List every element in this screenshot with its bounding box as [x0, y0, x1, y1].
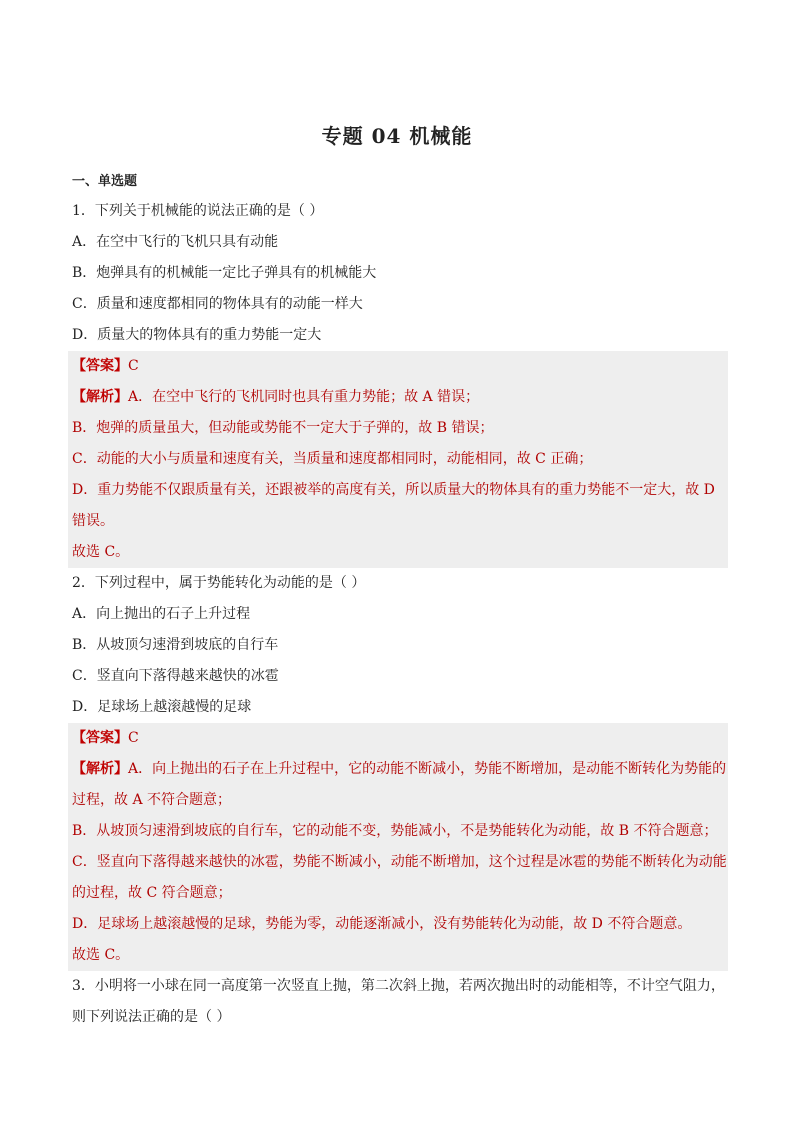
- q2-option-b: B．从坡顶匀速滑到坡底的自行车: [72, 637, 279, 653]
- q2-analysis-c-cont: 的过程，故 C 符合题意；: [72, 885, 232, 901]
- q1-option-b: B．炮弹具有的机械能一定比子弹具有的机械能大: [72, 265, 377, 281]
- q1-stem: 1．下列关于机械能的说法正确的是（ ）: [72, 203, 324, 219]
- q2-answer-box: [68, 723, 728, 971]
- q2-analysis-b: B．从坡顶匀速滑到坡底的自行车，它的动能不变，势能减小，不是势能转化为动能，故 B 不符合题意；: [72, 823, 718, 839]
- q1-analysis-line: [72, 382, 728, 413]
- q2-answer: [72, 723, 728, 754]
- page-title: 专题 04 机械能: [321, 124, 473, 148]
- q1-answer-box: [68, 351, 728, 568]
- q1-option-a: A．在空中飞行的飞机只具有动能: [72, 234, 279, 250]
- q1-option-d: D．质量大的物体具有的重力势能一定大: [72, 327, 322, 343]
- q1-answer: [72, 351, 728, 382]
- q2-analysis-line: [72, 754, 728, 785]
- q2-option-d: D．足球场上越滚越慢的足球: [72, 699, 252, 715]
- q1-analysis-b: B．炮弹的质量虽大，但动能或势能不一定大于子弹的，故 B 错误；: [72, 420, 494, 436]
- q1-analysis-d: D．重力势能不仅跟质量有关，还跟被举的高度有关，所以质量大的物体具有的重力势能不一定大，故 D: [72, 482, 715, 498]
- q2-conclusion: 故选 C。: [72, 947, 130, 963]
- q1-analysis-c: C．动能的大小与质量和速度有关，当质量和速度都相同时，动能相同，故 C 正确；: [72, 451, 593, 467]
- section-heading: 一、单选题: [72, 174, 138, 189]
- q1-conclusion: 故选 C。: [72, 544, 130, 560]
- q2-answer-label: 【答案】: [72, 730, 128, 746]
- q2-analysis-a-cont: 过程，故 A 不符合题意；: [72, 792, 232, 808]
- q2-analysis-label: 【解析】: [72, 761, 128, 777]
- content: [72, 172, 727, 1033]
- q1-analysis-d-cont: 错误。: [72, 513, 114, 529]
- q1-answer-value: C: [128, 358, 139, 374]
- q1-analysis-first: A．在空中飞行的飞机同时也具有重力势能；故 A 错误；: [128, 389, 480, 405]
- q2-analysis-first: A．向上抛出的石子在上升过程中，它的动能不断减小，势能不断增加，是动能不断转化为势能的: [128, 761, 727, 777]
- q2-analysis-c: C．竖直向下落得越来越快的冰雹，势能不断减小，动能不断增加，这个过程是冰雹的势能不断转化为动能: [72, 854, 727, 870]
- q2-stem: 2．下列过程中，属于势能转化为动能的是（ ）: [72, 575, 366, 591]
- q3-stem-line-2: 则下列说法正确的是（ ）: [72, 1009, 231, 1025]
- q1-answer-label: 【答案】: [72, 358, 128, 374]
- q1-option-c: C．质量和速度都相同的物体具有的动能一样大: [72, 296, 363, 312]
- q2-option-c: C．竖直向下落得越来越快的冰雹: [72, 668, 279, 684]
- q2-analysis-d: D．足球场上越滚越慢的足球，势能为零，动能逐渐减小，没有势能转化为动能，故 D 不符合题意。: [72, 916, 692, 932]
- q1-analysis-label: 【解析】: [72, 389, 128, 405]
- q3-stem-line-1: 3．小明将一小球在同一高度第一次竖直上抛，第二次斜上抛，若两次抛出时的动能相等，不计空气阻力，: [72, 978, 725, 994]
- q2-answer-value: C: [128, 730, 139, 746]
- q2-option-a: A．向上抛出的石子上升过程: [72, 606, 251, 622]
